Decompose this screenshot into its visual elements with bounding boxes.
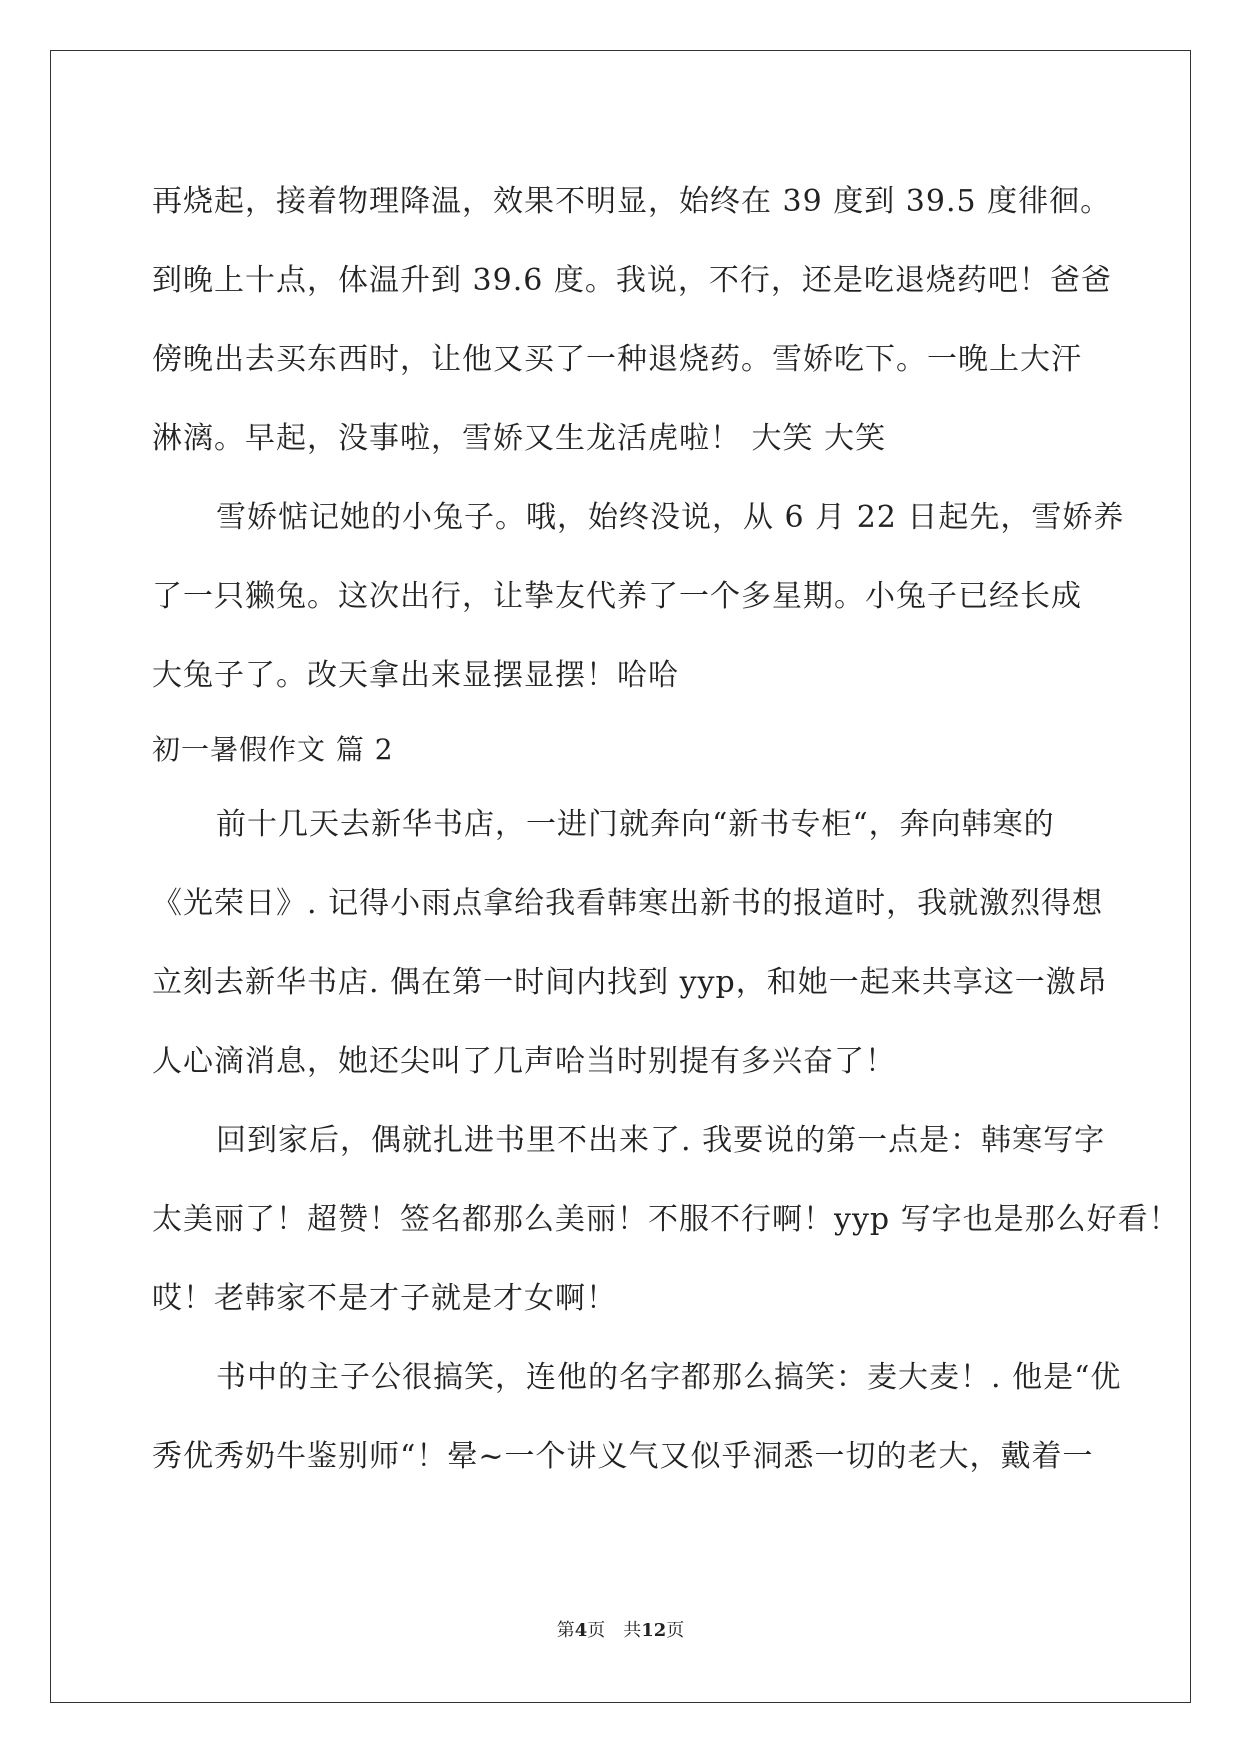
- document-body: [152, 162, 1180, 1496]
- footer-prefix: 第: [556, 1620, 575, 1641]
- text-line: 秀优秀奶牛鉴别师“！晕~一个讲义气又似乎洞悉一切的老大，戴着一: [152, 1439, 1094, 1474]
- footer-suffix: 页: [666, 1620, 685, 1641]
- paragraph-start: 回到家后，偶就扎进书里不出来了. 我要说的第一点是：韩寒写字: [216, 1123, 1106, 1158]
- section-heading: 初一暑假作文 篇 2: [152, 733, 394, 766]
- total-page-count: 12: [641, 1620, 667, 1641]
- text-line: 人心滴消息，她还尖叫了几声哈当时别提有多兴奋了！: [152, 1044, 896, 1079]
- paragraph-start: 书中的主子公很搞笑，连他的名字都那么搞笑：麦大麦！. 他是“优: [216, 1360, 1122, 1395]
- paragraph-start: 前十几天去新华书店，一进门就奔向“新书专柜“，奔向韩寒的: [216, 807, 1055, 842]
- text-line: 哎！老韩家不是才子就是才女啊！: [152, 1281, 617, 1316]
- text-line: 到晚上十点，体温升到 39.6 度。我说，不行，还是吃退烧药吧！爸爸: [152, 263, 1112, 298]
- current-page-number: 4: [574, 1620, 588, 1641]
- text-line: 再烧起，接着物理降温，效果不明显，始终在 39 度到 39.5 度徘徊。: [152, 184, 1112, 219]
- text-line: 太美丽了！超赞！签名都那么美丽！不服不行啊！yyp 写字也是那么好看！: [152, 1202, 1180, 1237]
- text-line: 了一只獭兔。这次出行，让挚友代养了一个多星期。小兔子已经长成: [152, 579, 1082, 614]
- text-line: 《光荣日》. 记得小雨点拿给我看韩寒出新书的报道时，我就激烈得想: [152, 886, 1104, 921]
- footer-mid: 页 共: [587, 1620, 642, 1641]
- paragraph-start: 雪娇惦记她的小兔子。哦，始终没说，从 6 月 22 日起先，雪娇养: [216, 500, 1125, 535]
- text-line: 大兔子了。改天拿出来显摆显摆！哈哈: [152, 658, 679, 693]
- text-line: 淋漓。早起，没事啦，雪娇又生龙活虎啦！ 大笑 大笑: [152, 421, 887, 456]
- page-footer: [0, 1616, 1241, 1642]
- text-line: 傍晚出去买东西时，让他又买了一种退烧药。雪娇吃下。一晚上大汗: [152, 342, 1082, 377]
- text-line: 立刻去新华书店. 偶在第一时间内找到 yyp，和她一起来共享这一激昂: [152, 965, 1108, 1000]
